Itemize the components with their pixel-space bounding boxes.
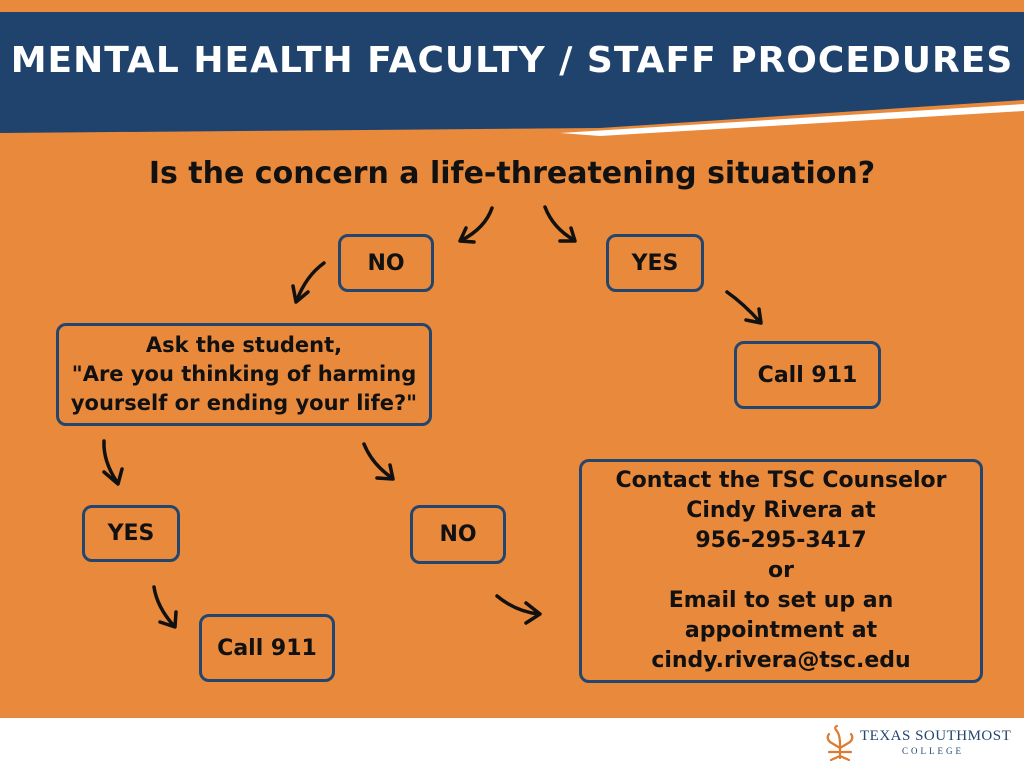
ask-line-3: yourself or ending your life?": [70, 391, 418, 415]
logo-name: TEXAS SOUTHMOST: [860, 728, 1012, 744]
logo-subtitle: COLLEGE: [902, 746, 964, 756]
arrow-question-to-yes: [545, 207, 575, 241]
call-911-label-bottom: Call 911: [217, 635, 317, 661]
call-911-label: Call 911: [757, 362, 858, 388]
arrow-no-to-ask: [293, 263, 324, 302]
arrow-question-to-no: [460, 208, 492, 242]
contact-line-7: cindy.rivera@tsc.edu: [651, 648, 911, 673]
contact-line-4: or: [768, 558, 794, 583]
contact-line-1: Contact the TSC Counselor: [615, 468, 947, 493]
ask-line-1: Ask the student,: [145, 333, 343, 357]
arrow-ask-to-yes: [104, 441, 122, 484]
ask-line-2: "Are you thinking of harming: [71, 362, 417, 386]
arrow-no-to-contact: [497, 596, 540, 623]
arrow-yes-to-call: [727, 292, 761, 323]
arrow-ask-to-no: [364, 444, 393, 479]
arrow-yes-to-call-bottom: [154, 587, 176, 627]
yes-label-bottom: YES: [107, 521, 155, 546]
question-heading: Is the concern a life-threatening situation?: [148, 156, 876, 191]
contact-line-3: 956-295-3417: [695, 528, 867, 553]
college-logo: [822, 724, 1022, 764]
contact-line-6: appointment at: [684, 618, 878, 643]
page-title: MENTAL HEALTH FACULTY / STAFF PROCEDURES: [10, 40, 1014, 81]
yes-label: YES: [631, 250, 679, 276]
contact-line-5: Email to set up an: [668, 588, 894, 613]
scorpion-icon: [822, 724, 858, 762]
no-label-bottom: NO: [439, 522, 477, 547]
no-label: NO: [367, 250, 405, 276]
contact-line-2: Cindy Rivera at: [686, 498, 876, 523]
